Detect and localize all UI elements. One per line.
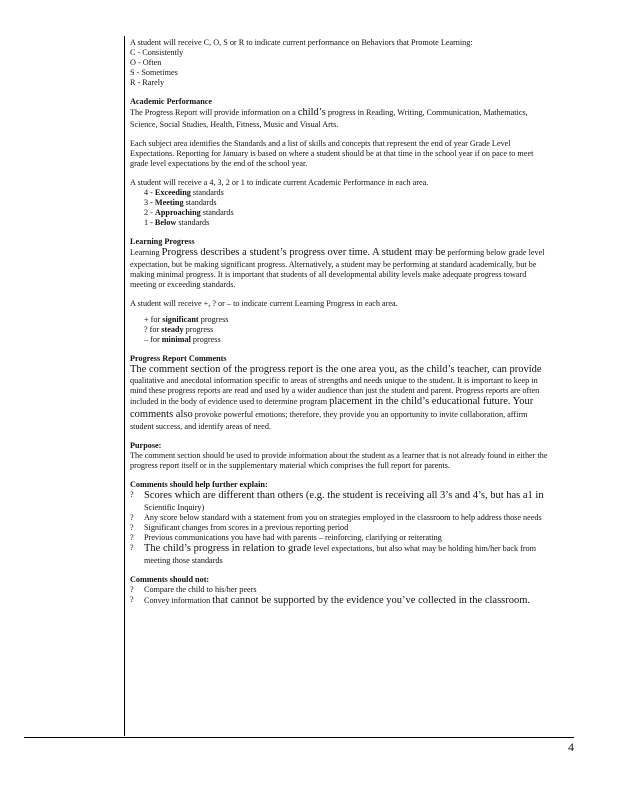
footer-rule xyxy=(24,737,574,738)
behavior-section xyxy=(130,38,550,88)
purpose-section xyxy=(130,441,550,471)
level-item: 2 - Approaching standards xyxy=(144,207,234,217)
academic-section xyxy=(130,97,550,228)
should-not-heading: Comments should not: xyxy=(130,574,210,584)
page-content xyxy=(130,38,550,736)
level-item: 1 - Below standards xyxy=(144,217,210,227)
learning-section xyxy=(130,237,550,345)
bullet-item: ? Convey information that cannot be supported by the evidence you’ve collected in the classroom. xyxy=(130,594,531,606)
bullet-item: ? The child’s progress in relation to grade level expectations, but also what may be holding him/her back from meeting those standards xyxy=(130,542,537,565)
bullet-item: ? Previous communications you have had with parents – reinforcing, clarifying or reiterating xyxy=(130,532,442,542)
learning-para-2: A student will receive +, ? or – to indicate current Learning Progress in each area. xyxy=(130,298,398,308)
page-number: 4 xyxy=(568,740,574,754)
learning-para-1: Learning Progress describes a student’s progress over time. A student may be performing below grade level expectation, but be making significant progress. Alternatively, a student may be performing at standard academically, but be making minimal progress. It is important that students of all developmental ability levels make adequate progress toward meeting or exceeding standards. xyxy=(130,246,545,289)
progress-item: + for significant progress xyxy=(144,314,229,324)
bullet-item: ? Any score below standard with a statement from you on strategies employed in the classroom to help address those needs xyxy=(130,512,542,522)
academic-para-3: A student will receive a 4, 3, 2 or 1 to indicate current Academic Performance in each area. xyxy=(130,177,429,187)
academic-levels xyxy=(144,188,550,228)
scale-item: S - Sometimes xyxy=(130,68,178,77)
learning-heading: Learning Progress xyxy=(130,236,195,246)
comments-para: The comment section of the progress report is the one area you, as the child’s teacher, can provide qualitative and anecdotal information specific to areas of strengths and needs unique to the student. It is important to keep in mind these progress reports are read and used by a wider audience than just the student and parent. Progress reports are often included in the body of evidence used to determine program placement in the child’s educational future. Your comments also provoke powerful emotions; therefore, they provide you an opportunity to invite collaboration, affirm student success, and identify areas of need. xyxy=(130,363,542,431)
academic-para-2: Each subject area identifies the Standards and a list of skills and concepts that represent the end of year Grade Level Expectations. Reporting for January is based on where a student should be at that time in the school year if on pace to meet grade level expectations by the end of the school year. xyxy=(130,138,534,168)
scale-item: C - Consistently xyxy=(130,48,184,57)
level-item: 3 - Meeting standards xyxy=(144,197,217,207)
scale-item: O - Often xyxy=(130,58,162,67)
bullet-item: ? Compare the child to his/her peers xyxy=(130,584,257,594)
left-margin-rule xyxy=(124,36,125,736)
behavior-intro: A student will receive C, O, S or R to indicate current performance on Behaviors that Promote Learning: xyxy=(130,38,473,47)
should-heading: Comments should help further explain: xyxy=(130,479,268,489)
bullet-item: ? Scores which are different than others (e.g. the student is receiving all 3’s and 4’s, but has a1 in Scientific Inquiry) xyxy=(130,489,544,512)
level-item: 4 - Exceeding standards xyxy=(144,187,224,197)
behavior-scale-list xyxy=(130,48,550,88)
comments-heading: Progress Report Comments xyxy=(130,353,227,363)
should-not-section xyxy=(130,575,550,608)
bullet-item: ? Significant changes from scores in a previous reporting period xyxy=(130,522,349,532)
comments-section xyxy=(130,354,550,432)
academic-para-1: The Progress Report will provide information on a child’s progress in Reading, Writing, Communication, Mathematics, Science, Social Studies, Health, Fitness, Music and Visual Arts. xyxy=(130,107,528,129)
progress-item: ? for steady progress xyxy=(144,324,214,334)
purpose-heading: Purpose: xyxy=(130,440,162,450)
learning-levels xyxy=(144,315,550,345)
scale-item: R - Rarely xyxy=(130,78,165,87)
academic-heading: Academic Performance xyxy=(130,97,213,106)
progress-item: – for minimal progress xyxy=(144,334,221,344)
should-section xyxy=(130,480,550,566)
purpose-text: The comment section should be used to provide information about the student as a learner that is not already found in either the progress report itself or in the supplementary material which comprises the full report for parents. xyxy=(130,450,548,470)
